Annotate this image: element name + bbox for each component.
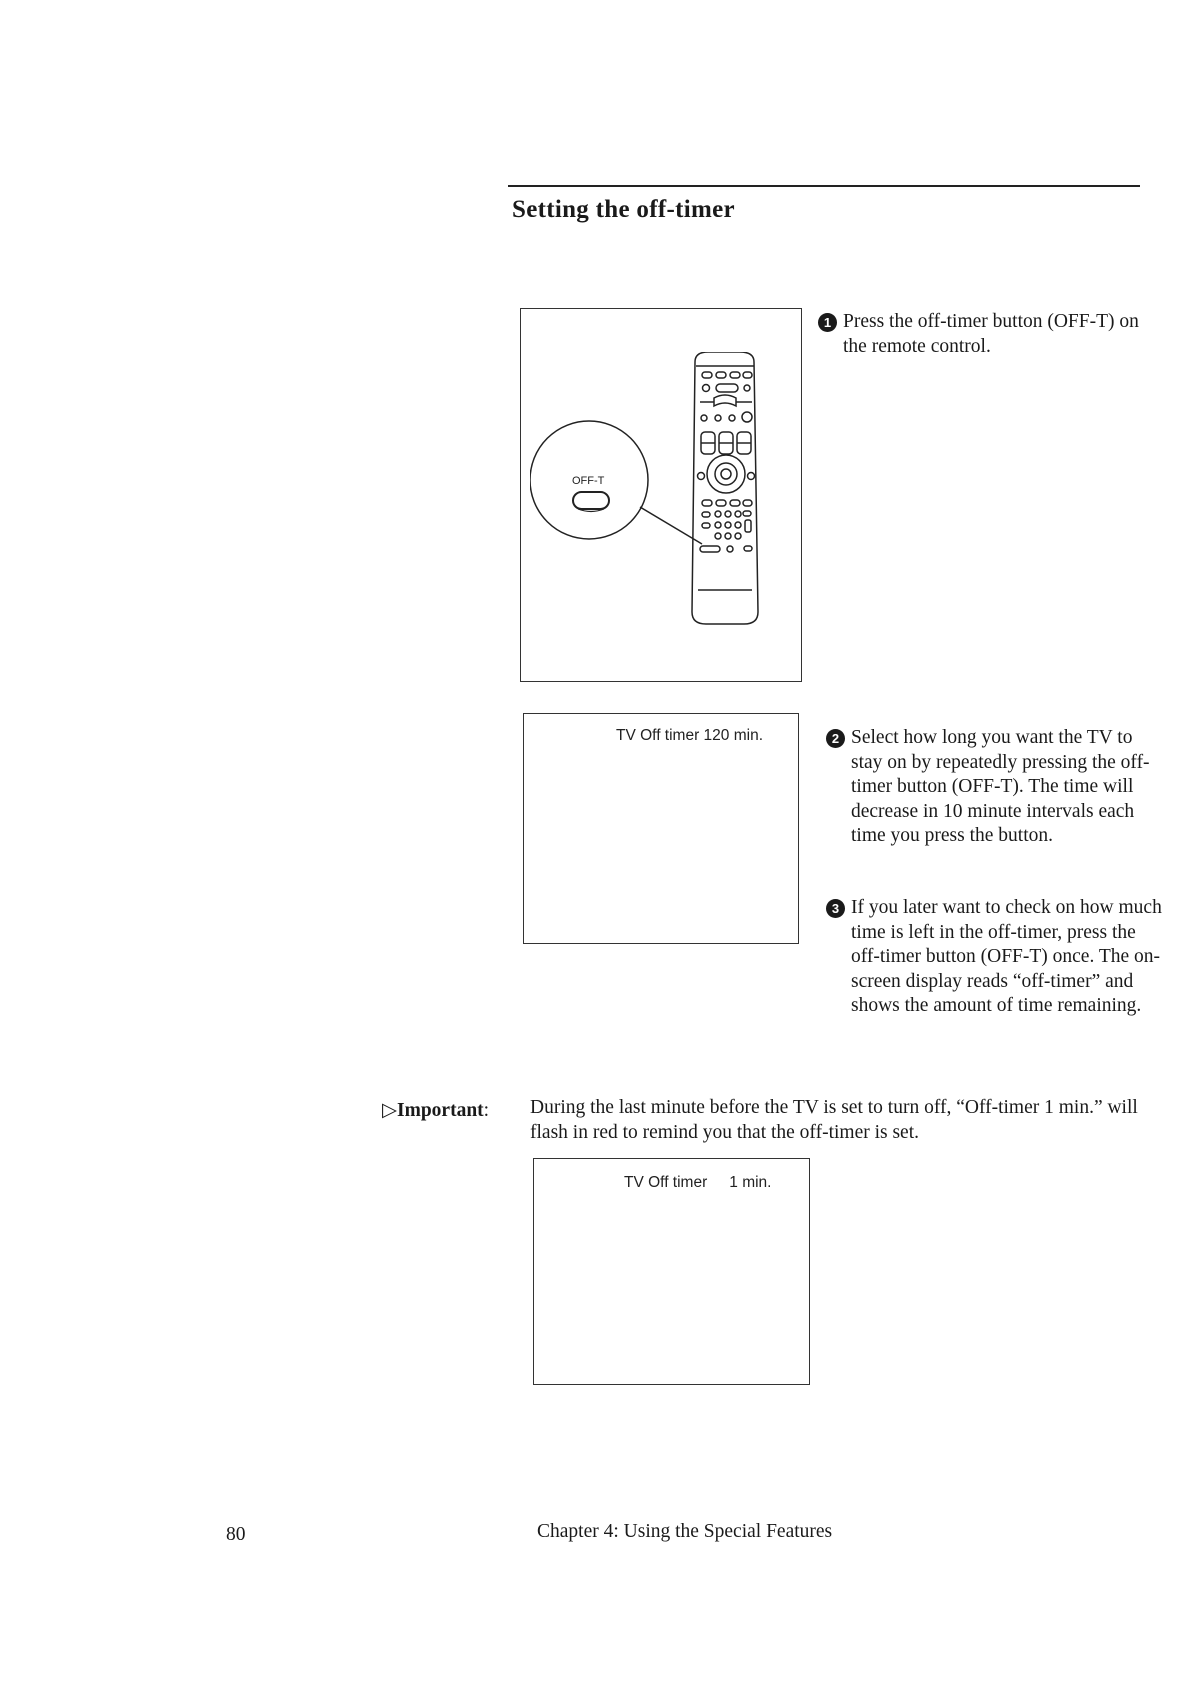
off-t-callout-label: OFF-T <box>572 475 605 487</box>
step-2-number: 2 <box>826 729 845 748</box>
osd-1-value: 1 min. <box>729 1174 772 1191</box>
important-text: During the last minute before the TV is set to turn off, “Off-timer 1 min.” will flash in red to remind you that the off-timer is set. <box>530 1097 1138 1143</box>
step-1 <box>818 310 1158 359</box>
remote-control-illustration <box>530 352 802 652</box>
chapter-footer: Chapter 4: Using the Special Features <box>537 1521 833 1542</box>
step-1-text: Press the off-timer button (OFF-T) on the remote control. <box>843 311 1139 357</box>
page-title: Setting the off-timer <box>512 196 735 223</box>
step-2-text: Select how long you want the TV to stay on by repeatedly pressing the off-timer button (OFF-T). The time will decrease in 10 minute intervals each time you press the button. <box>851 727 1150 846</box>
step-1-number: 1 <box>818 313 837 332</box>
osd-120-frame <box>523 713 799 944</box>
step-3-number: 3 <box>826 899 845 918</box>
osd-1-frame <box>533 1158 810 1385</box>
important-label-text: ▷Important <box>382 1100 484 1121</box>
important-label <box>382 1098 489 1122</box>
page-number: 80 <box>226 1524 246 1545</box>
step-2 <box>826 726 1166 849</box>
osd-120-text: TV Off timer 120 min. <box>616 727 764 744</box>
osd-1-display <box>624 1174 771 1192</box>
osd-1-label: TV Off timer <box>624 1174 708 1191</box>
title-rule <box>508 185 1140 187</box>
important-colon: : <box>483 1100 490 1121</box>
step-3 <box>826 896 1166 1019</box>
step-3-text: If you later want to check on how much time is left in the off-timer, press the off-timer button (OFF-T) once. The on-screen display reads “off-timer” and shows the amount of time remaining. <box>851 897 1162 1016</box>
